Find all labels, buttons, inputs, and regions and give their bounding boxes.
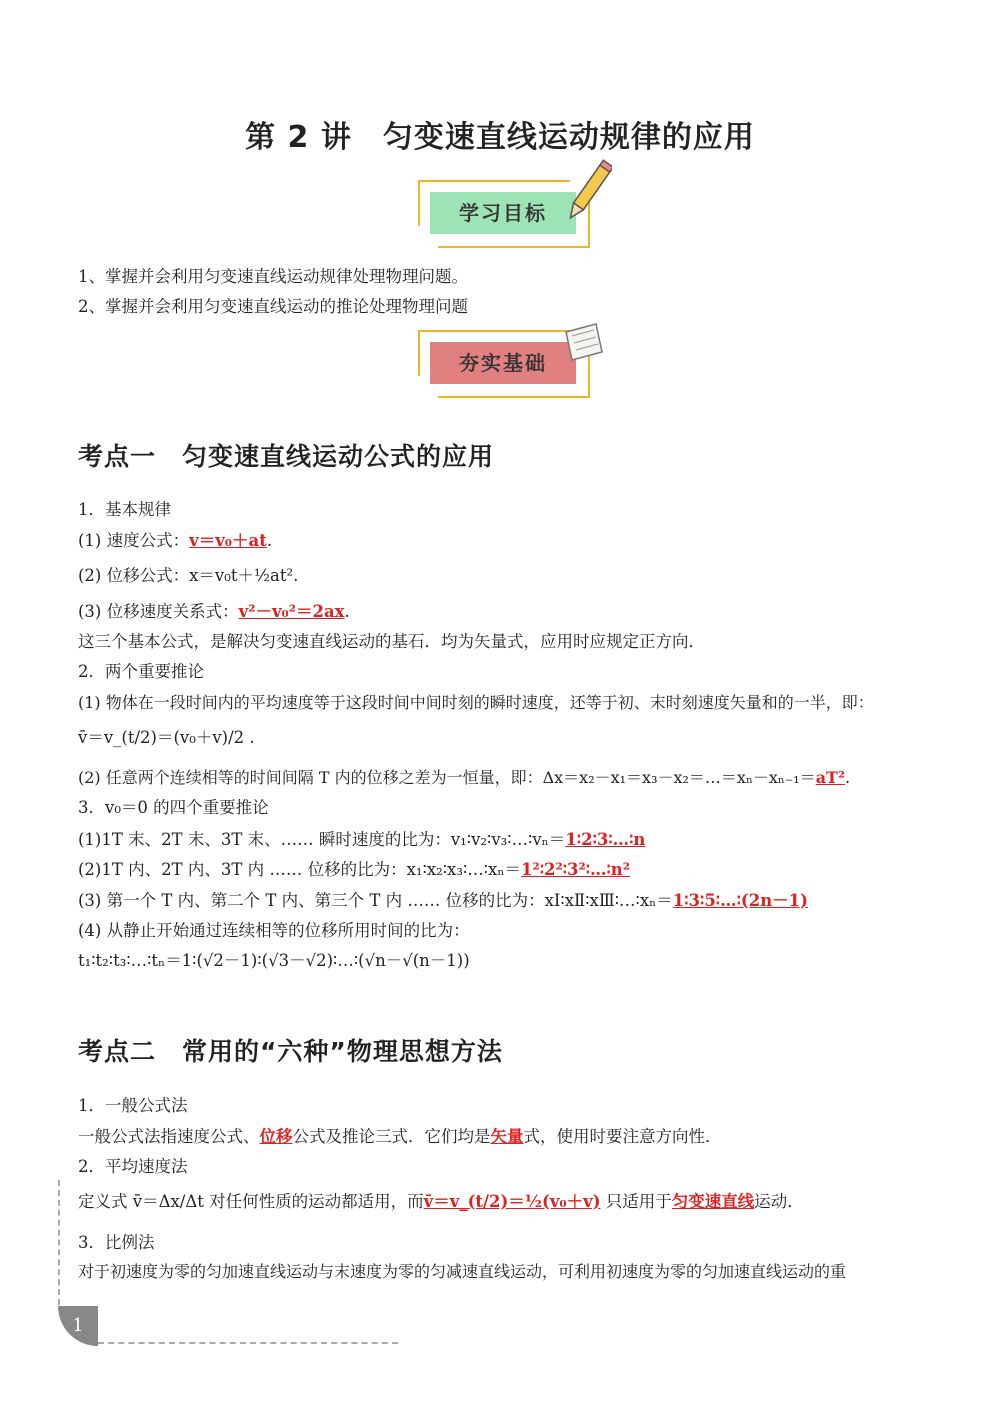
s2-line-3: 2．平均速度法 [78,1157,188,1176]
section-2-heading: 考点二 常用的“六种”物理思想方法 [78,1037,503,1066]
velocity-ratio: 1∶2∶3∶…∶n [565,830,646,849]
foundation-label: 夯实基础 [430,342,576,384]
s1-line-1: 1．基本规律 [78,500,171,519]
vector-term: 矢量 [490,1127,524,1146]
section-1-heading: 考点一 匀变速直线运动公式的应用 [78,442,495,471]
s1-line-12: (2)1T 内、2T 内、3T 内 …… 位移的比为：x₁∶x₂∶x₃∶…∶xₙ＝1²∶2²∶3²∶…∶n² [78,860,631,879]
page-title: 第 2 讲 匀变速直线运动规律的应用 [245,120,755,155]
s1-line-15: t₁∶t₂∶t₃∶…∶tₙ＝1∶(√2－1)∶(√3－√2)∶…∶(√n－√(n－1)) [78,951,470,970]
s1-line-13: (3) 第一个 T 内、第二个 T 内、第三个 T 内 …… 位移的比为：xⅠ∶xⅡ∶xⅢ∶…∶xₙ＝1∶3∶5∶…∶(2n－1) [78,891,808,910]
page-number: 1 [58,1306,98,1346]
s1-line-9: (2) 任意两个连续相等的时间间隔 T 内的位移之差为一恒量，即：Δx＝x₂－x₁＝x₃－x₂＝…＝xₙ－xₙ₋₁＝aT². [78,768,851,787]
s1-line-4: (3) 位移速度关系式：v²－v₀²＝2ax. [78,602,350,621]
goal-item-2: 2、掌握并会利用匀变速直线运动的推论处理物理问题 [78,297,468,316]
s1-line-7: (1) 物体在一段时间内的平均速度等于这段时间中间时刻的瞬时速度，还等于初、末时刻速度矢量和的一半，即： [78,693,874,712]
s1-line-5: 这三个基本公式，是解决匀变速直线运动的基石．均为矢量式，应用时应规定正方向． [78,632,705,651]
displacement-velocity-formula: v²－v₀²＝2ax [238,602,345,621]
average-velocity-formula: v̄＝v_(t/2)＝½(v₀＋v) [423,1192,601,1211]
s2-line-6: 对于初速度为零的匀加速直线运动与末速度为零的匀减速直线运动，可利用初速度为零的匀加速直线运动的重 [78,1262,847,1281]
s2-line-5: 3．比例法 [78,1233,155,1252]
s1-line-8: v̄＝v_(t/2)＝(v₀＋v)/2 . [78,728,255,747]
s1-line-3: (2) 位移公式：x＝v₀t＋½at². [78,566,299,585]
uniform-linear-term: 匀变速直线 [671,1192,755,1211]
s1-line-11: (1)1T 末、2T 末、3T 末、…… 瞬时速度的比为：v₁∶v₂∶v₃∶…∶vₙ＝1∶2∶3∶…∶n [78,830,646,849]
s2-line-1: 1．一般公式法 [78,1096,188,1115]
s2-line-2: 一般公式法指速度公式、位移公式及推论三式．它们均是矢量式，使用时要注意方向性． [78,1127,722,1146]
interval-displacement-ratio: 1∶3∶5∶…∶(2n－1) [672,891,808,910]
displacement-term: 位移 [259,1127,293,1146]
scroll-icon [558,318,608,368]
page-border-left [58,1180,60,1305]
displacement-difference: aT² [815,768,845,787]
foundation-badge [418,330,588,382]
s1-line-2: (1) 速度公式：v＝v₀＋at. [78,531,273,550]
s1-line-6: 2．两个重要推论 [78,662,204,681]
learning-goal-badge [418,180,588,232]
displacement-ratio: 1²∶2²∶3²∶…∶n² [521,860,631,879]
s1-line-14: (4) 从静止开始通过连续相等的位移所用时间的比为： [78,921,470,940]
velocity-formula: v＝v₀＋at [189,531,267,550]
pencil-icon [566,158,612,228]
goal-item-1: 1、掌握并会利用匀变速直线运动规律处理物理问题。 [78,267,468,286]
page-border-bottom [98,1342,398,1344]
learning-goal-label: 学习目标 [430,192,576,234]
s2-line-4: 定义式 v̄＝Δx/Δt 对任何性质的运动都适用，而v̄＝v_(t/2)＝½(v₀＋v) 只适用于匀变速直线运动． [78,1192,804,1211]
s1-line-10: 3．v₀＝0 的四个重要推论 [78,798,269,817]
